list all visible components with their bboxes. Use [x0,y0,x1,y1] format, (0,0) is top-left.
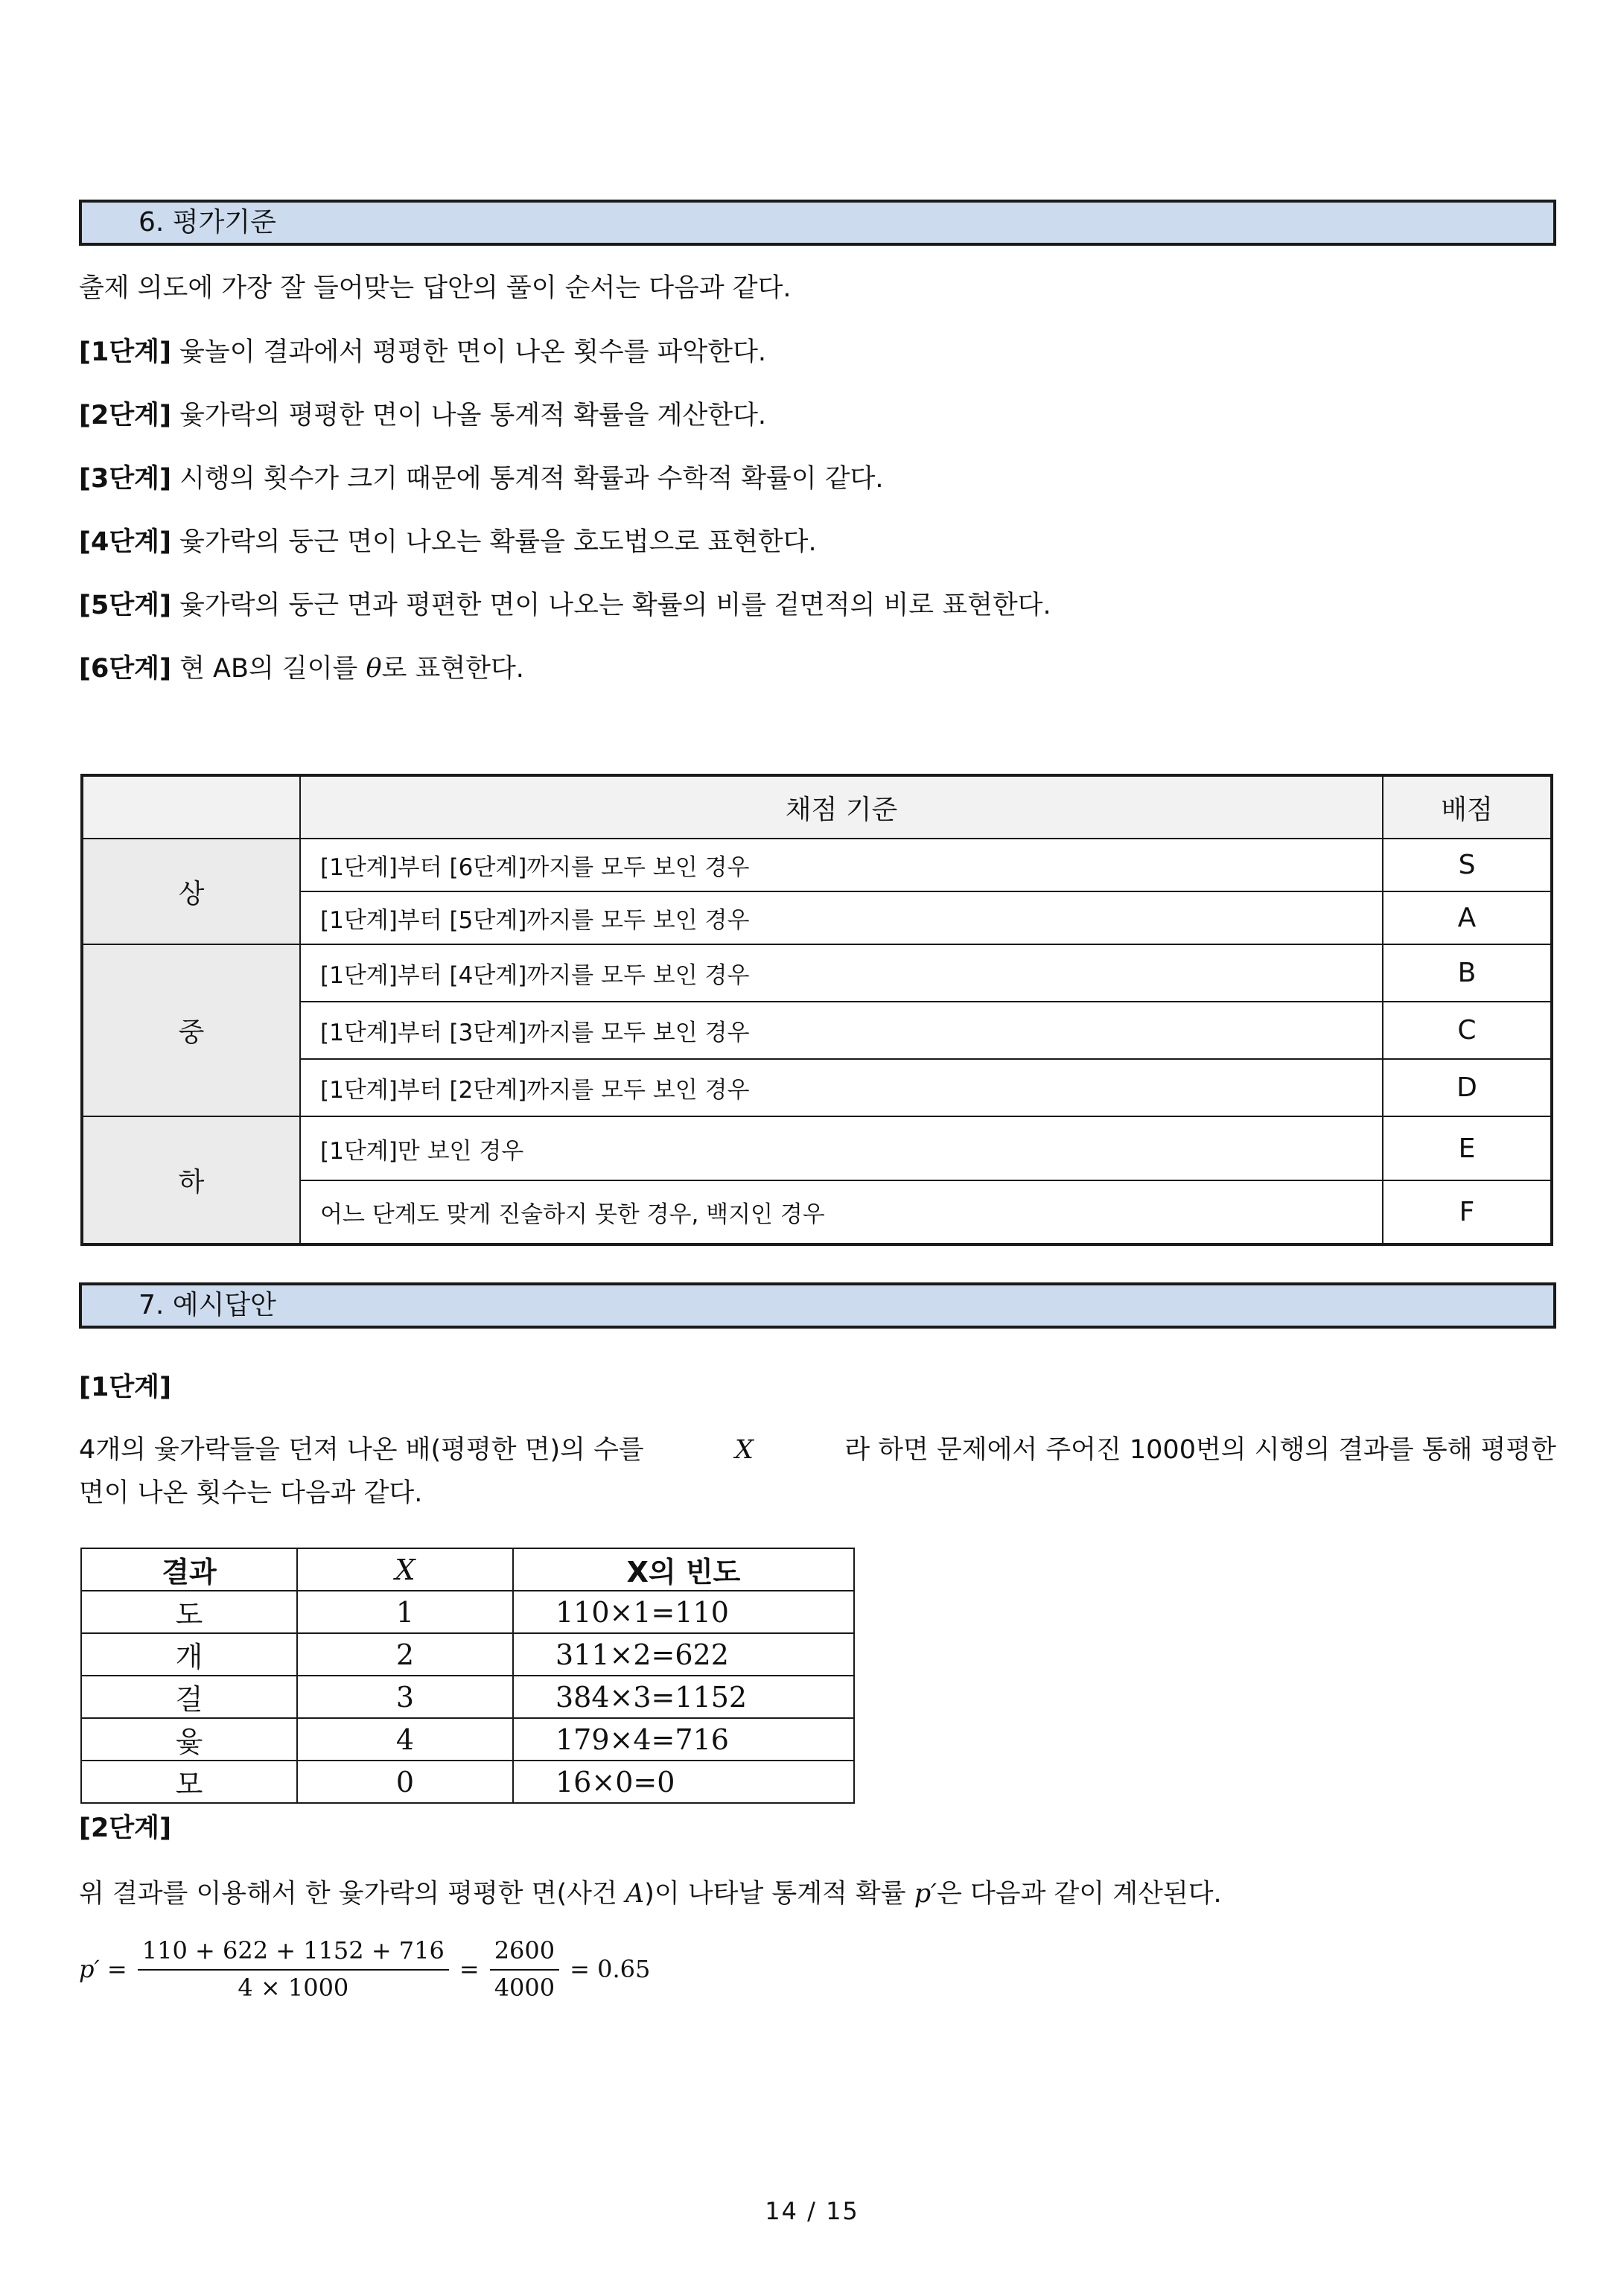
table-row [82,1002,1552,1059]
criteria-cell: [1단계]부터 [3단계]까지를 모두 보인 경우 [300,1002,1383,1059]
answer-step-2-tag: [2단계] [79,1813,171,1843]
score-cell: A [1383,891,1552,944]
fraction-1 [138,1936,449,2002]
answer-text: 4개의 윷가락들을 던져 나온 배(평평한 면)의 수를 [79,1435,644,1465]
page-number: 14 / 15 [765,2197,859,2225]
fraction-2-numerator: 2600 [490,1936,559,1971]
answer-step-1-line-2: 면이 나온 횟수는 다음과 같다. [79,1478,423,1508]
answer-text: )이 나타날 통계적 확률 [644,1879,906,1909]
table-row [82,1116,1552,1180]
fraction-1-denominator: 4 × 1000 [238,1974,349,2002]
formula-result: = 0.65 [570,1955,651,1983]
step-text: 윷가락의 평평한 면이 나올 통계적 확률을 계산한다. [179,401,766,430]
section-7-header: 7. 예시답안 [79,1282,1556,1329]
answer-text: 라 하면 문제에서 주어진 1000번의 시행의 결과를 통해 평평한 [844,1435,1556,1465]
table-row [82,944,1552,1002]
level-mid: 중 [82,944,300,1116]
frequency-header-row [81,1548,854,1591]
result-cell: 모 [81,1761,297,1803]
variable-x: X [735,1435,754,1465]
criteria-cell: [1단계]부터 [6단계]까지를 모두 보인 경우 [300,839,1383,891]
step-tag: [5단계] [79,591,171,620]
criteria-cell: [1단계]부터 [5단계]까지를 모두 보인 경우 [300,891,1383,944]
answer-step-2-line [79,1875,1222,1912]
score-cell: E [1383,1116,1552,1180]
fraction-2-denominator: 4000 [494,1974,555,2002]
level-high: 상 [82,839,300,944]
probability-formula [79,1936,650,2002]
result-cell: 개 [81,1633,297,1676]
formula-equals: = [459,1955,480,1983]
table-row [81,1633,854,1676]
criteria-cell: [1단계]만 보인 경우 [300,1116,1383,1180]
answer-text: 은 다음과 같이 계산된다. [937,1879,1222,1909]
grading-table [80,774,1553,1246]
score-cell: C [1383,1002,1552,1059]
score-cell: D [1383,1059,1552,1116]
header-result: 결과 [81,1548,297,1591]
step-text: 윷가락의 둥근 면과 평편한 면이 나오는 확률의 비를 겉면적의 비로 표현한다. [179,591,1051,620]
step-5-line [79,587,1051,624]
x-cell: 2 [297,1633,513,1676]
step-tag: [2단계] [79,401,171,430]
step-text: 현 AB의 길이를 [179,654,358,684]
fraction-2 [490,1936,559,2002]
frequency-cell: 384×3=1152 [513,1676,854,1718]
x-cell: 1 [297,1591,513,1633]
section-6-intro: 출제 의도에 가장 잘 들어맞는 답안의 풀이 순서는 다음과 같다. [79,273,792,303]
answer-step-1-tag: [1단계] [79,1373,171,1402]
grading-header-empty [82,775,300,839]
answer-step-1-line-1 [79,1431,1556,1469]
frequency-table [80,1548,855,1804]
x-cell: 0 [297,1761,513,1803]
result-cell: 도 [81,1591,297,1633]
step-tag: [4단계] [79,527,171,557]
step-6-line [79,650,524,687]
frequency-cell: 110×1=110 [513,1591,854,1633]
step-text: 시행의 횟수가 크기 때문에 통계적 확률과 수학적 확률이 같다. [179,464,884,494]
answer-text: 위 결과를 이용해서 한 윷가락의 평평한 면(사건 [79,1879,617,1909]
criteria-cell: 어느 단계도 맞게 진술하지 못한 경우, 백지인 경우 [300,1180,1383,1244]
p-prime: p′ [914,1879,937,1909]
score-cell: F [1383,1180,1552,1244]
score-cell: B [1383,944,1552,1002]
table-row [82,839,1552,891]
table-row [81,1718,854,1761]
level-low: 하 [82,1116,300,1244]
step-text-suffix: 로 표현한다. [381,654,524,684]
formula-lhs: p′ = [79,1955,127,1983]
fraction-1-numerator: 110 + 622 + 1152 + 716 [138,1936,449,1971]
frequency-cell: 16×0=0 [513,1761,854,1803]
section-6-header: 6. 평가기준 [79,200,1556,246]
table-row [81,1761,854,1803]
step-tag: [1단계] [79,337,171,367]
score-cell: S [1383,839,1552,891]
table-row [82,1059,1552,1116]
step-1-line [79,334,766,371]
step-tag: [6단계] [79,654,171,684]
frequency-cell: 311×2=622 [513,1633,854,1676]
grading-header-score: 배점 [1383,775,1552,839]
result-cell: 윷 [81,1718,297,1761]
table-row [82,891,1552,944]
table-row [81,1676,854,1718]
step-3-line [79,460,884,497]
criteria-cell: [1단계]부터 [4단계]까지를 모두 보인 경우 [300,944,1383,1002]
step-text: 윷놀이 결과에서 평평한 면이 나온 횟수를 파악한다. [179,337,766,367]
x-cell: 3 [297,1676,513,1718]
theta-symbol: θ [366,654,382,684]
table-row [82,1180,1552,1244]
step-tag: [3단계] [79,464,171,494]
table-row [81,1591,854,1633]
result-cell: 걸 [81,1676,297,1718]
step-text: 윷가락의 둥근 면이 나오는 확률을 호도법으로 표현한다. [179,527,817,557]
x-cell: 4 [297,1718,513,1761]
frequency-cell: 179×4=716 [513,1718,854,1761]
step-2-line [79,397,766,434]
header-frequency: X의 빈도 [513,1548,854,1591]
header-x: X [297,1548,513,1591]
grading-header-criteria: 채점 기준 [300,775,1383,839]
event-a: A [625,1879,645,1909]
step-4-line [79,524,817,561]
grading-header-row [82,775,1552,839]
criteria-cell: [1단계]부터 [2단계]까지를 모두 보인 경우 [300,1059,1383,1116]
